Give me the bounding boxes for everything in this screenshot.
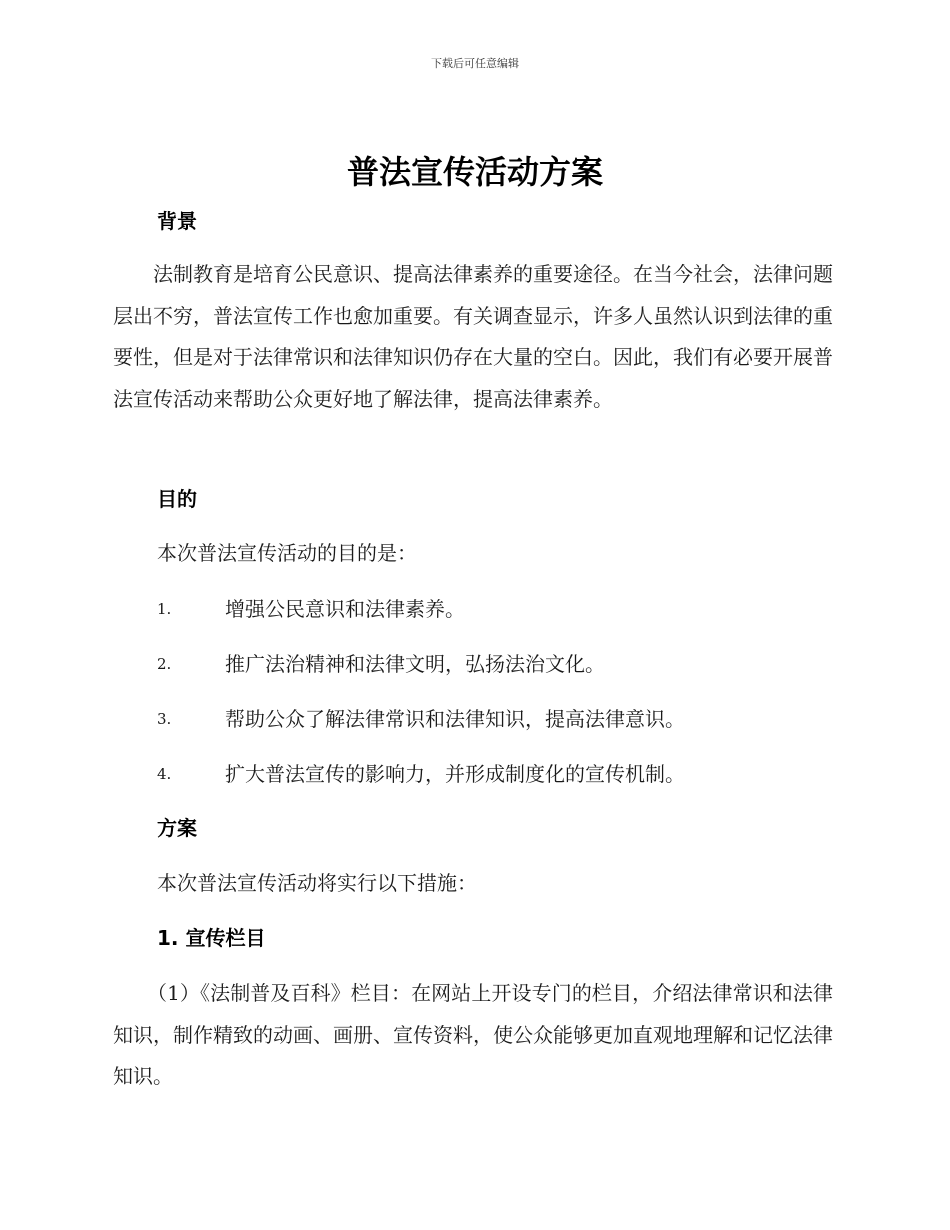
plan-paragraph: （1）《法制普及百科》栏目：在网站上开设专门的栏目，介绍法律常识和法律知识，制作精致的动画、画册、宣传资料，使公众能够更加直观地理解和记忆法律知识。 — [113, 981, 833, 1088]
purpose-heading: 目的 — [157, 487, 197, 511]
purpose-intro: 本次普法宣传活动的目的是： — [157, 541, 417, 565]
list-item-text: 扩大普法宣传的影响力，并形成制度化的宣传机制。 — [225, 762, 685, 786]
list-item — [157, 594, 837, 624]
list-item-text: 增强公民意识和法律素养。 — [225, 597, 465, 621]
list-item-number: 2. — [157, 655, 172, 673]
document-title: 普法宣传活动方案 — [346, 153, 603, 191]
plan-subheading: 1. 宣传栏目 — [157, 926, 266, 950]
list-item — [157, 759, 837, 789]
list-item-number: 1. — [157, 600, 172, 618]
list-item — [157, 649, 837, 679]
list-item-text: 帮助公众了解法律常识和法律知识，提高法律意识。 — [225, 707, 685, 731]
background-heading: 背景 — [157, 209, 197, 233]
list-item-text: 推广法治精神和法律文明，弘扬法治文化。 — [225, 652, 605, 676]
plan-intro: 本次普法宣传活动将实行以下措施： — [157, 871, 477, 895]
list-item-number: 3. — [157, 710, 172, 728]
header-note: 下载后可任意编辑 — [431, 57, 519, 70]
plan-heading: 方案 — [157, 816, 197, 840]
list-item — [157, 704, 837, 734]
list-item-number: 4. — [157, 765, 172, 783]
background-paragraph: 法制教育是培育公民意识、提高法律素养的重要途径。在当今社会，法律问题层出不穷，普法宣传工作也愈加重要。有关调查显示，许多人虽然认识到法律的重要性，但是对于法律常识和法律知识仍存在大量的空白。因此，我们有必要开展普法宣传活动来帮助公众更好地了解法律，提高法律素养。 — [113, 262, 833, 411]
